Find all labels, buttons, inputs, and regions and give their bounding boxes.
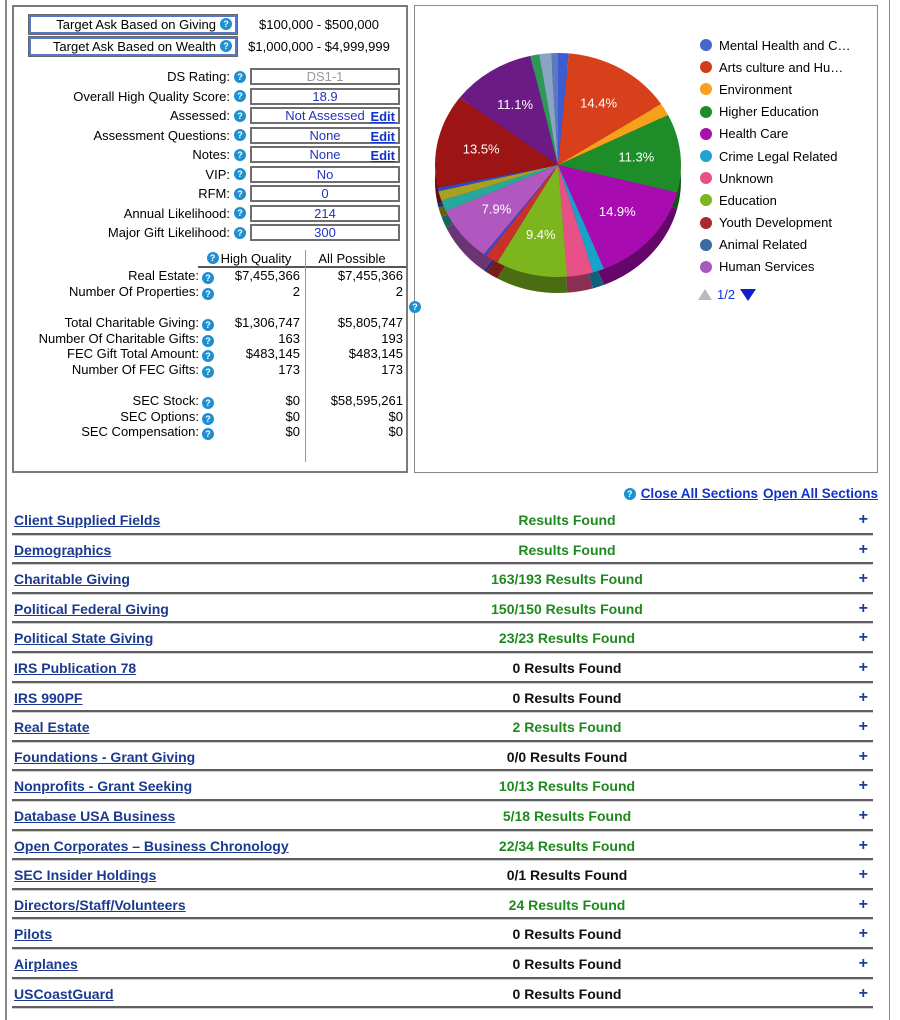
field-row <box>14 145 400 165</box>
section-expand-button[interactable]: + <box>858 984 868 1002</box>
stats-label-text: SEC Stock: <box>132 393 199 408</box>
open-all-sections-link[interactable]: Open All Sections <box>762 486 878 501</box>
section-expand-button[interactable]: + <box>858 570 868 588</box>
help-icon[interactable]: ? <box>234 168 246 180</box>
help-icon[interactable]: ? <box>234 110 246 122</box>
section-results-count: 0 Results Found <box>512 955 622 972</box>
target-ask-row <box>28 13 400 35</box>
help-icon[interactable]: ? <box>202 397 214 409</box>
target-ask-giving-button[interactable] <box>28 14 238 35</box>
chart-help-icon[interactable]: ? <box>409 301 421 313</box>
field-value: 18.9 <box>312 88 338 104</box>
field-value: No <box>316 166 334 182</box>
section-expand-button[interactable]: + <box>858 747 868 765</box>
section-expand-button[interactable]: + <box>858 718 868 736</box>
section-title-link[interactable]: Airplanes <box>14 955 78 972</box>
stats-rows <box>14 268 406 440</box>
stats-header-row <box>14 250 406 266</box>
field-value: 300 <box>314 225 336 241</box>
section-results-count: Results Found <box>518 512 616 528</box>
all-possible-value: $58,595,261 <box>330 393 403 408</box>
field-label: RFM: <box>198 186 230 202</box>
high-quality-value: $0 <box>285 408 300 424</box>
legend-color-dot-icon <box>700 261 712 273</box>
pie-slice-label: 7.9% <box>481 201 512 217</box>
field-value-box <box>250 224 400 241</box>
stats-row <box>14 315 406 331</box>
help-icon[interactable]: ? <box>202 335 214 347</box>
pie-slice-label: 9.4% <box>525 226 556 242</box>
section-results-count: 5/18 Results Found <box>502 807 632 824</box>
field-value: None <box>309 127 341 143</box>
legend-label: Crime Legal Related <box>719 148 838 164</box>
section-row <box>12 919 873 949</box>
stats-label-text: FEC Gift Total Amount: <box>67 346 199 361</box>
legend-item[interactable] <box>700 145 851 167</box>
pie-legend <box>700 34 851 278</box>
section-results-count: Results Found <box>518 541 616 558</box>
all-possible-value: $0 <box>388 408 403 424</box>
legend-item[interactable] <box>700 78 851 100</box>
legend-label: Youth Development <box>719 215 832 231</box>
giving-category-chart-panel <box>414 5 878 473</box>
legend-item[interactable] <box>700 123 851 145</box>
legend-color-dot-icon <box>700 61 712 73</box>
all-possible-value: 2 <box>395 283 403 299</box>
section-title-link[interactable]: Political Federal Giving <box>14 600 169 617</box>
help-icon[interactable]: ? <box>234 207 246 219</box>
field-value-box <box>250 205 400 222</box>
high-quality-value: $0 <box>285 393 300 408</box>
stats-row <box>14 409 406 425</box>
help-icon[interactable]: ? <box>202 350 214 362</box>
legend-item[interactable] <box>700 167 851 189</box>
section-row <box>12 683 873 713</box>
field-value-box <box>250 146 400 163</box>
stats-spacer-row <box>14 377 406 393</box>
field-label: DS Rating: <box>167 69 230 85</box>
high-quality-value: $7,455,366 <box>234 268 300 283</box>
legend-color-dot-icon <box>700 172 712 184</box>
legend-page-up-icon[interactable] <box>698 289 712 300</box>
stats-row <box>14 331 406 347</box>
section-results-count: 150/150 Results Found <box>491 600 643 617</box>
section-row <box>12 831 873 861</box>
section-results-count: 0 Results Found <box>512 689 622 706</box>
section-row <box>12 949 873 979</box>
edit-link[interactable]: Edit <box>370 128 395 144</box>
field-value: 0 <box>321 186 329 202</box>
field-label: Assessment Questions: <box>93 127 230 143</box>
legend-item[interactable] <box>700 101 851 123</box>
help-icon[interactable]: ? <box>202 288 214 300</box>
section-expand-button[interactable]: + <box>858 954 868 972</box>
field-row <box>14 223 400 243</box>
stats-row-label <box>14 409 214 425</box>
legend-color-dot-icon <box>700 128 712 140</box>
legend-label: Mental Health and C… <box>719 37 851 53</box>
high-quality-value: $1,306,747 <box>234 315 300 330</box>
section-results-count: 0 Results Found <box>512 985 622 1002</box>
section-title-link[interactable]: Pilots <box>14 926 53 943</box>
close-all-sections-link[interactable]: Close All Sections <box>640 486 758 501</box>
section-results-count: 22/34 Results Found <box>498 837 636 854</box>
help-icon[interactable]: ? <box>202 366 214 378</box>
stats-row-label <box>14 346 214 362</box>
high-quality-value: 2 <box>292 283 300 299</box>
stats-row <box>14 346 406 362</box>
section-title-link[interactable]: Real Estate <box>14 719 90 736</box>
section-row <box>12 860 873 890</box>
help-icon[interactable]: ? <box>220 18 232 30</box>
section-results-count: 2 Results Found <box>512 719 622 736</box>
section-expand-button[interactable]: + <box>858 658 868 676</box>
section-row <box>12 535 873 565</box>
section-row <box>12 742 873 772</box>
stats-label-text: Total Charitable Giving: <box>64 315 199 330</box>
legend-color-dot-icon <box>700 239 712 251</box>
legend-color-dot-icon <box>700 150 712 162</box>
all-possible-value: $7,455,366 <box>337 268 403 283</box>
target-ask-buttons <box>28 13 400 57</box>
stats-row-label <box>14 315 214 331</box>
stats-row-label <box>14 331 214 347</box>
stats-row <box>14 284 406 300</box>
field-row <box>14 126 400 146</box>
legend-page-down-icon[interactable] <box>740 289 756 301</box>
high-quality-label: High Quality <box>220 250 292 266</box>
target-ask-row <box>28 35 400 57</box>
section-row <box>12 712 873 742</box>
legend-item[interactable] <box>700 234 851 256</box>
stats-row <box>14 424 406 440</box>
sections-toolbar <box>624 486 878 501</box>
help-icon[interactable]: ? <box>234 71 246 83</box>
section-title-link[interactable]: USCoastGuard <box>14 985 114 1002</box>
section-expand-button[interactable]: + <box>858 836 868 854</box>
section-row <box>12 564 873 594</box>
help-icon[interactable]: ? <box>234 129 246 141</box>
field-value-box <box>250 166 400 183</box>
section-expand-button[interactable]: + <box>858 925 868 943</box>
high-quality-value: 163 <box>278 330 300 346</box>
section-results-count: 0/0 Results Found <box>506 748 628 765</box>
pie-slice-label: 11.1% <box>497 96 534 112</box>
legend-label: Higher Education <box>719 104 819 120</box>
field-row <box>14 204 400 224</box>
help-icon[interactable]: ? <box>202 272 214 284</box>
help-icon[interactable]: ? <box>624 488 636 500</box>
legend-item[interactable] <box>700 212 851 234</box>
section-title-link[interactable]: Nonprofits - Grant Seeking <box>14 778 193 795</box>
legend-label: Education <box>719 192 777 208</box>
field-value: DS1-1 <box>306 69 344 85</box>
section-expand-button[interactable]: + <box>858 806 868 824</box>
stats-spacer-row <box>14 299 406 315</box>
legend-item[interactable] <box>700 34 851 56</box>
help-icon[interactable]: ? <box>234 188 246 200</box>
legend-color-dot-icon <box>700 106 712 118</box>
help-icon[interactable]: ? <box>202 428 214 440</box>
section-expand-button[interactable]: + <box>858 629 868 647</box>
stats-row-label <box>14 424 214 440</box>
section-expand-button[interactable]: + <box>858 540 868 558</box>
field-row <box>14 67 400 87</box>
field-label: Major Gift Likelihood: <box>107 225 230 241</box>
all-possible-value: 173 <box>381 361 403 377</box>
section-expand-button[interactable]: + <box>858 777 868 795</box>
section-expand-button[interactable]: + <box>858 895 868 913</box>
stats-row <box>14 362 406 378</box>
section-row <box>12 979 873 1009</box>
section-results-count: 0 Results Found <box>512 659 622 676</box>
stats-row <box>14 268 406 284</box>
section-title-link[interactable]: Database USA Business <box>14 807 176 824</box>
stats-row-label <box>14 362 214 378</box>
stats-label-text: SEC Options: <box>120 408 199 424</box>
wealth-summary-panel <box>12 5 408 473</box>
legend-color-dot-icon <box>700 83 712 95</box>
section-title-link[interactable]: Charitable Giving <box>14 571 130 588</box>
pie-slice-label: 11.3% <box>618 149 655 165</box>
section-title-link[interactable]: Open Corporates – Business Chronology <box>14 837 289 854</box>
field-value-box <box>250 88 400 105</box>
legend-pager <box>698 287 756 302</box>
target-ask-value: $1,000,000 - $4,999,999 <box>248 38 390 54</box>
button-label: Target Ask Based on Wealth <box>52 38 216 54</box>
giving-category-pie-chart <box>425 21 715 321</box>
all-possible-value: $483,145 <box>348 346 403 361</box>
help-icon[interactable]: ? <box>234 227 246 239</box>
section-results-count: 23/23 Results Found <box>498 630 636 647</box>
result-sections-list <box>12 505 873 1008</box>
edit-link[interactable]: Edit <box>370 148 395 164</box>
high-quality-value: $483,145 <box>245 346 300 361</box>
high-quality-column-header <box>200 251 298 266</box>
stats-column-divider <box>305 250 306 462</box>
button-label: Target Ask Based on Giving <box>56 16 216 32</box>
section-row <box>12 890 873 920</box>
target-ask-value: $100,000 - $500,000 <box>259 16 379 32</box>
high-quality-value: $0 <box>285 424 300 439</box>
field-row <box>14 106 400 126</box>
legend-item[interactable] <box>700 189 851 211</box>
field-label: Assessed: <box>170 108 230 124</box>
field-row <box>14 87 400 107</box>
legend-color-dot-icon <box>700 217 712 229</box>
rating-fields <box>14 67 400 243</box>
all-possible-column-header: All Possible <box>318 250 386 266</box>
section-row <box>12 594 873 624</box>
section-row <box>12 505 873 535</box>
page-left-border <box>5 0 7 1020</box>
all-possible-value: 193 <box>381 330 403 346</box>
field-label: Overall High Quality Score: <box>73 88 230 104</box>
legend-color-dot-icon <box>700 194 712 206</box>
target-ask-wealth-button[interactable] <box>28 36 238 57</box>
legend-item[interactable] <box>700 56 851 78</box>
field-value: 214 <box>314 205 336 221</box>
section-results-count: 10/13 Results Found <box>498 778 636 795</box>
legend-label: Arts culture and Hu… <box>719 59 844 75</box>
section-title-link[interactable]: Client Supplied Fields <box>14 512 161 528</box>
section-title-link[interactable]: IRS Publication 78 <box>14 659 137 676</box>
field-row <box>14 184 400 204</box>
section-title-link[interactable]: Political State Giving <box>14 630 154 647</box>
high-quality-value: 173 <box>278 361 300 377</box>
help-icon[interactable]: ? <box>234 149 246 161</box>
section-expand-button[interactable]: + <box>858 688 868 706</box>
pie-slice-label: 13.5% <box>462 141 500 157</box>
field-value-box <box>250 107 400 124</box>
help-icon[interactable]: ? <box>202 319 214 331</box>
stats-label-text: Real Estate: <box>128 268 199 283</box>
section-row <box>12 801 873 831</box>
section-title-link[interactable]: SEC Insider Holdings <box>14 867 157 884</box>
legend-item[interactable] <box>700 256 851 278</box>
legend-page-indicator: 1/2 <box>717 287 736 302</box>
legend-color-dot-icon <box>700 39 712 51</box>
stats-row-label <box>14 393 214 409</box>
stats-row-label <box>14 268 214 284</box>
section-row <box>12 771 873 801</box>
legend-label: Environment <box>719 81 792 97</box>
pie-slice-label: 14.4% <box>580 95 618 111</box>
field-label: Notes: <box>192 147 230 163</box>
legend-label: Human Services <box>719 259 815 275</box>
stats-row <box>14 393 406 409</box>
stats-row-label <box>14 284 214 300</box>
stats-label-text: SEC Compensation: <box>81 424 199 439</box>
edit-link[interactable]: Edit <box>370 109 395 125</box>
legend-label: Unknown <box>719 170 774 186</box>
field-row <box>14 165 400 185</box>
section-results-count: 24 Results Found <box>508 896 626 913</box>
section-expand-button[interactable]: + <box>858 599 868 617</box>
legend-label: Animal Related <box>719 237 808 253</box>
field-value-box <box>250 127 400 144</box>
wealth-stats-table <box>14 250 406 440</box>
field-value: None <box>309 147 341 163</box>
section-expand-button[interactable]: + <box>858 511 868 528</box>
section-row <box>12 623 873 653</box>
stats-label-text: Number Of FEC Gifts: <box>71 361 199 377</box>
section-title-link[interactable]: Demographics <box>14 541 112 558</box>
section-title-link[interactable]: Foundations - Grant Giving <box>14 748 196 765</box>
all-possible-value: $0 <box>388 424 403 439</box>
field-label: VIP: <box>205 166 230 182</box>
section-title-link[interactable]: Directors/Staff/Volunteers <box>14 896 186 913</box>
stats-label-text: Number Of Properties: <box>68 283 199 299</box>
help-icon[interactable]: ? <box>234 90 246 102</box>
field-value-box <box>250 185 400 202</box>
field-value: Not Assessed <box>285 108 365 124</box>
pie-slice-label: 14.9% <box>598 204 636 220</box>
help-icon[interactable]: ? <box>202 413 214 425</box>
legend-label: Health Care <box>719 126 789 142</box>
field-label: Annual Likelihood: <box>123 205 230 221</box>
help-icon[interactable]: ? <box>207 252 219 264</box>
all-possible-value: $5,805,747 <box>337 315 403 330</box>
section-results-count: 0 Results Found <box>512 926 622 943</box>
section-results-count: 163/193 Results Found <box>491 571 643 588</box>
field-value-box <box>250 68 400 85</box>
section-title-link[interactable]: IRS 990PF <box>14 689 83 706</box>
section-expand-button[interactable]: + <box>858 866 868 884</box>
section-results-count: 0/1 Results Found <box>506 867 628 884</box>
help-icon[interactable]: ? <box>220 40 232 52</box>
stats-label-text: Number Of Charitable Gifts: <box>38 330 199 346</box>
section-row <box>12 653 873 683</box>
